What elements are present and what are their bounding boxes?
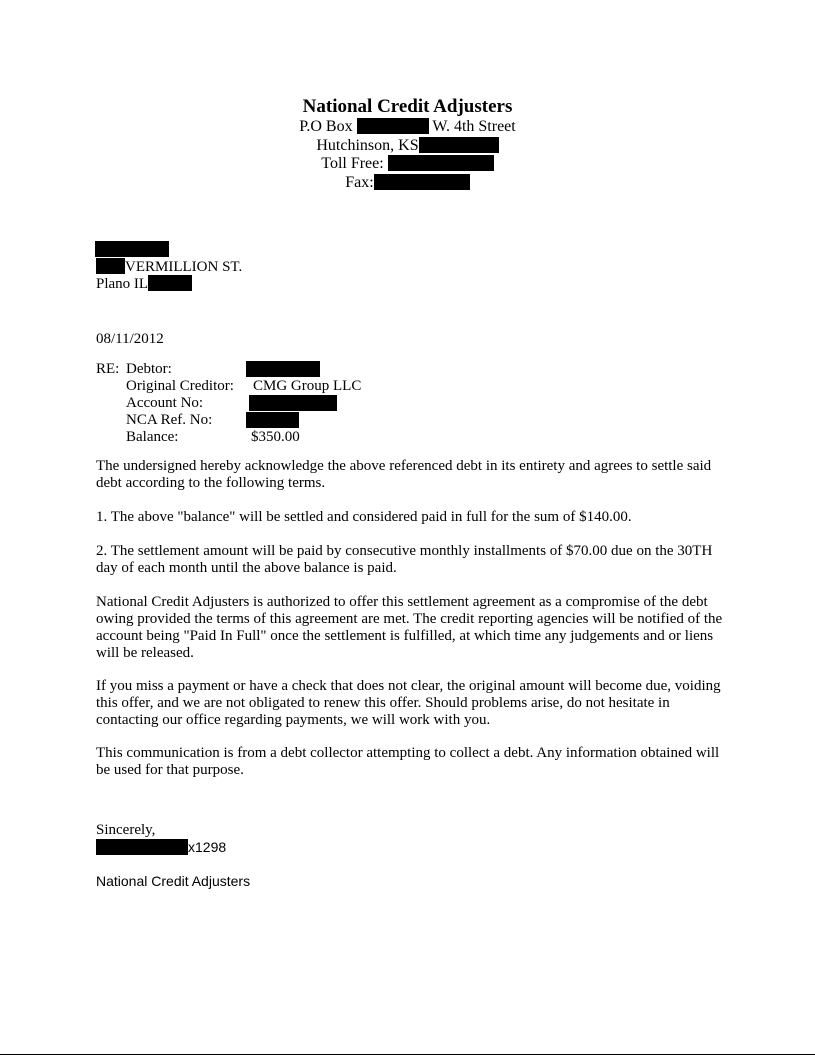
company-name: National Credit Adjusters	[302, 96, 513, 117]
redaction-box	[96, 258, 125, 274]
debtor-value	[246, 361, 320, 379]
recipient-city-text: Plano IL	[96, 276, 149, 292]
redaction-box	[96, 839, 188, 855]
fax-line	[0, 174, 815, 192]
page-bottom-rule	[0, 1054, 815, 1055]
redaction-box	[95, 241, 169, 257]
nca-ref-value	[246, 412, 299, 430]
toll-free-line	[0, 155, 815, 173]
recipient-street	[96, 258, 242, 276]
re-prefix: RE:	[96, 361, 120, 377]
redaction-box	[148, 275, 192, 291]
redaction-box	[357, 118, 429, 134]
fax-label: Fax:	[345, 174, 374, 191]
paragraph-authorization: National Credit Adjusters is authorized to offer this settlement agreement as a compromise of the debt owing provided the terms of this agreement are met. The credit reporting agencies will be notified of the account being "Paid In Full" once the settlement is fulfilled, at which time any judgements and or liens will be released.	[96, 594, 723, 661]
city-line	[0, 137, 815, 155]
balance-value: $350.00	[251, 429, 300, 445]
account-label: Account No:	[126, 395, 204, 411]
paragraph-term-2: 2. The settlement amount will be paid by consecutive monthly installments of $70.00 due on the 30TH day of each month until the above balance is paid.	[96, 543, 713, 576]
account-value	[249, 395, 337, 413]
letter-date: 08/11/2012	[96, 331, 164, 347]
redaction-box	[388, 155, 494, 171]
redaction-box	[246, 361, 320, 377]
paragraph-acknowledgement: The undersigned hereby acknowledge the above referenced debt in its entirety and agrees to settle said debt according to the following terms.	[96, 458, 712, 491]
closing-sincerely: Sincerely,	[96, 822, 156, 838]
address-line	[0, 118, 815, 136]
toll-free-label: Toll Free:	[321, 155, 384, 172]
paragraph-disclosure: This communication is from a debt collector attempting to collect a debt. Any information obtained will be used for that purpose.	[96, 745, 720, 778]
address-prefix: P.O Box	[299, 118, 353, 135]
redaction-box	[246, 412, 299, 428]
balance-label: Balance:	[126, 429, 179, 445]
city-text: Hutchinson, KS	[316, 137, 419, 154]
debtor-label: Debtor:	[126, 361, 172, 377]
original-creditor-label: Original Creditor:	[126, 378, 234, 394]
closing-company: National Credit Adjusters	[96, 873, 251, 889]
signer-line	[96, 839, 226, 857]
redaction-box	[419, 137, 499, 153]
paragraph-missed-payment: If you miss a payment or have a check that does not clear, the original amount will become due, voiding this offer, and we are not obligated to renew this offer. Should problems arise, do not hesitate in contacting our office regarding payments, we will work with you.	[96, 678, 721, 728]
recipient-name	[95, 241, 169, 259]
original-creditor-value: CMG Group LLC	[253, 378, 362, 394]
redaction-box	[249, 395, 337, 411]
redaction-box	[374, 174, 470, 190]
paragraph-term-1: 1. The above "balance" will be settled and considered paid in full for the sum of $140.00.	[96, 509, 632, 525]
signer-extension: x1298	[188, 839, 227, 855]
recipient-street-text: VERMILLION ST.	[125, 259, 243, 275]
address-suffix: W. 4th Street	[432, 118, 516, 135]
recipient-city	[96, 275, 192, 293]
nca-ref-label: NCA Ref. No:	[126, 412, 213, 428]
